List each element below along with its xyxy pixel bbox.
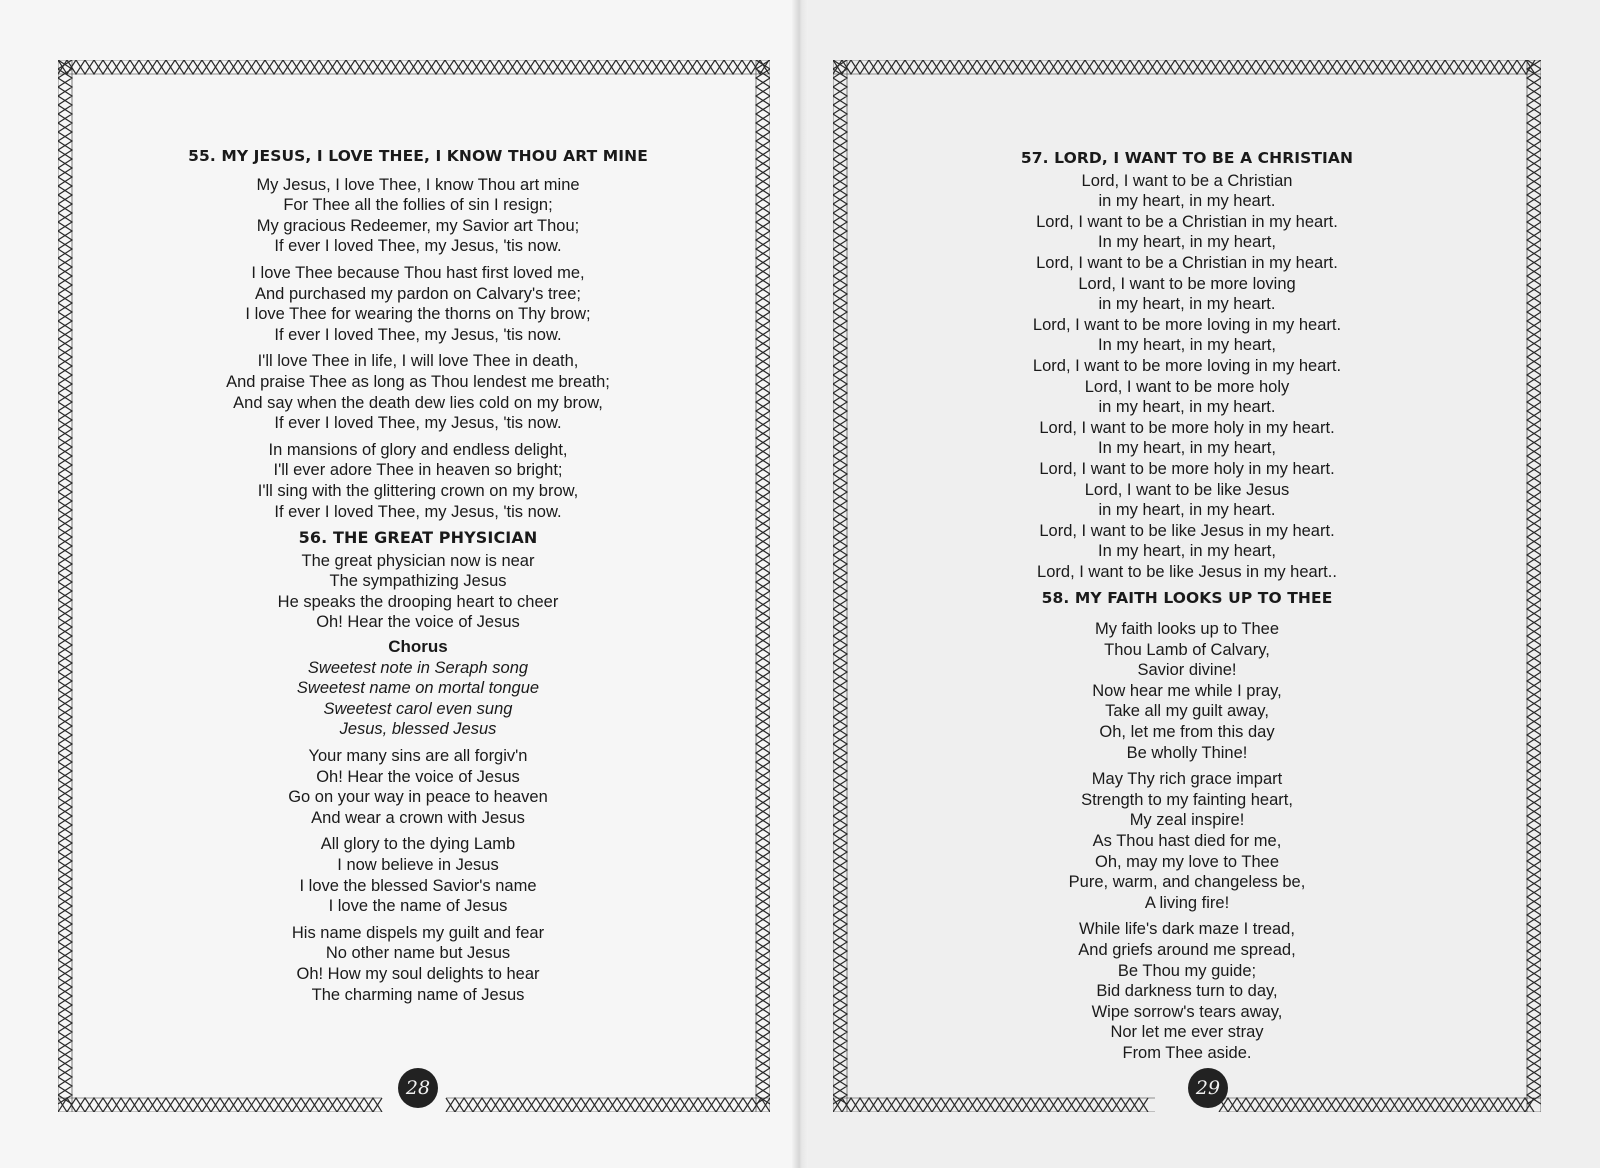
left-page-content [70,146,766,1011]
lyric-line: In my heart, in my heart, [1098,542,1276,561]
lyric-line: in my heart, in my heart. [1098,192,1276,211]
border-zigzag [1219,1098,1534,1112]
chorus-line: Sweetest note in Seraph song [307,658,529,677]
lyric-line: Lord, I want to be like Jesus [1084,480,1290,499]
lyric-line: Lord, I want to be more loving in my heart. [1032,315,1342,334]
lyric-line: All glory to the dying Lamb [320,835,516,854]
lyric-line: Be wholly Thine! [1126,743,1248,762]
lyric-line: If ever I loved Thee, my Jesus, 'tis now. [274,502,562,521]
hymn-56-verse-4 [70,923,766,1005]
chorus-line: Jesus, blessed Jesus [339,720,497,739]
border-zigzag [833,1098,1148,1112]
lyric-line: Bid darkness turn to day, [1096,982,1278,1001]
hymn-56-chorus [70,637,766,740]
lyric-line: Oh! Hear the voice of Jesus [316,767,520,786]
lyric-line: in my heart, in my heart. [1098,501,1276,520]
lyric-line: Strength to my fainting heart, [1081,790,1293,809]
hymn-58-title: 58. MY FAITH LOOKS UP TO THEE [1041,589,1333,608]
lyric-line: Lord, I want to be more loving in my heart. [1032,356,1342,375]
lyric-line: Nor let me ever stray [1110,1023,1264,1042]
lyric-line: May Thy rich grace impart [1091,770,1283,789]
lyric-line: Lord, I want to be more holy in my heart. [1039,418,1335,437]
lyric-line: The charming name of Jesus [311,985,525,1004]
lyric-line: For Thee all the follies of sin I resign; [283,196,553,215]
lyric-line: The sympathizing Jesus [329,572,507,591]
lyric-line: And purchased my pardon on Calvary's tree; [255,284,581,303]
lyric-line: I love the name of Jesus [328,897,508,916]
hymn-57-lyrics [838,171,1536,583]
hymn-55-title: 55. MY JESUS, I LOVE THEE, I KNOW THOU ART MINE [188,147,648,165]
border-zigzag [446,1098,770,1112]
hymn-56-verse-3 [70,834,766,916]
lyric-line: From Thee aside. [1122,1043,1252,1062]
chorus-line: Sweetest carol even sung [323,699,513,718]
lyric-line: Lord, I want to be like Jesus in my heart. [1039,521,1335,540]
lyric-line: Wipe sorrow's tears away, [1091,1002,1283,1021]
chorus-line: Sweetest name on mortal tongue [296,679,540,698]
lyric-line: Lord, I want to be more loving [1078,274,1296,293]
lyric-line: I love Thee for wearing the thorns on Thy brow; [245,305,591,324]
lyric-line: Lord, I want to be a Christian [1081,171,1293,190]
book-gutter [792,0,808,1168]
lyric-line: Take all my guilt away, [1105,702,1269,721]
lyric-line: Now hear me while I pray, [1092,681,1282,700]
lyric-line: Lord, I want to be more holy in my heart. [1039,459,1335,478]
right-page-content [838,148,1536,1070]
lyric-line: I love Thee because Thou hast first loved me, [251,263,585,282]
hymn-56-verse-1 [70,551,766,633]
lyric-line: He speaks the drooping heart to cheer [277,592,559,611]
lyric-line: Lord, I want to be more holy [1084,377,1290,396]
lyric-line: The great physician now is near [301,551,535,570]
hymn-57-title: 57. LORD, I WANT TO BE A CHRISTIAN [1020,149,1354,167]
lyric-line: I love the blessed Savior's name [299,876,537,895]
lyric-line: Be Thou my guide; [1117,961,1257,980]
border-zigzag [833,60,1535,74]
hymn-56-verse-2 [70,746,766,828]
lyric-line: My gracious Redeemer, my Savior art Thou; [256,216,580,235]
lyric-line: in my heart, in my heart. [1098,398,1276,417]
lyric-line: Oh, may my love to Thee [1094,852,1280,871]
lyric-line: If ever I loved Thee, my Jesus, 'tis now. [274,237,562,256]
lyric-line: Pure, warm, and changeless be, [1068,873,1306,892]
lyric-line: Lord, I want to be like Jesus in my heart.. [1037,562,1337,581]
lyric-line: Thou Lamb of Calvary, [1104,640,1270,659]
lyric-line: I now believe in Jesus [337,856,499,874]
lyric-line: Lord, I want to be a Christian in my heart. [1036,253,1338,272]
chorus-label: Chorus [388,637,448,657]
lyric-line: In my heart, in my heart, [1098,233,1276,252]
lyric-line: No other name but Jesus [325,944,511,963]
lyric-line: In mansions of glory and endless delight, [268,440,568,459]
lyric-line: My Jesus, I love Thee, I know Thou art mine [256,175,580,194]
lyric-line: And wear a crown with Jesus [311,808,525,827]
hymn-55-verse-3 [70,351,766,433]
border-zigzag [58,1098,382,1112]
lyric-line: Oh, let me from this day [1099,723,1275,742]
lyric-line: And praise Thee as long as Thou lendest me breath; [226,372,610,391]
lyric-line: Your many sins are all forgiv'n [308,747,528,766]
border-zigzag [446,1098,770,1112]
lyric-line: While life's dark maze I tread, [1079,920,1295,939]
hymn-55-verse-2 [70,263,766,345]
lyric-line: If ever I loved Thee, my Jesus, 'tis now. [274,414,562,433]
lyric-line: Go on your way in peace to heaven [288,788,548,807]
lyric-line: I'll love Thee in life, I will love Thee in death, [257,352,579,371]
page-number-left: 28 [398,1068,438,1108]
lyric-line: Oh! Hear the voice of Jesus [316,613,520,632]
lyric-line: Savior divine! [1137,661,1237,680]
lyric-line: In my heart, in my heart, [1098,336,1276,355]
hymn-55-verse-4 [70,440,766,522]
page-number-right: 29 [1188,1068,1228,1108]
lyric-line: I'll sing with the glittering crown on my brow, [257,481,579,500]
lyric-line: His name dispels my guilt and fear [291,923,545,942]
lyric-line: Lord, I want to be a Christian in my heart. [1036,212,1338,231]
lyric-line: A living fire! [1144,893,1230,912]
lyric-line: If ever I loved Thee, my Jesus, 'tis now. [274,325,562,344]
lyric-line: My zeal inspire! [1129,811,1245,830]
lyric-line: in my heart, in my heart. [1098,295,1276,314]
hymn-58-verse-3 [838,919,1536,1063]
hymn-58-verse-1 [838,619,1536,763]
lyric-line: Oh! How my soul delights to hear [296,964,540,983]
lyric-line: As Thou hast died for me, [1092,832,1282,850]
lyric-line: My faith looks up to Thee [1094,620,1280,639]
hymn-58-verse-2 [838,769,1536,913]
hymn-56-title: 56. THE GREAT PHYSICIAN [298,528,538,548]
lyric-line: I'll ever adore Thee in heaven so bright; [273,461,563,480]
lyric-line: And griefs around me spread, [1078,940,1296,959]
hymn-55-verse-1 [70,175,766,257]
border-zigzag [58,1098,382,1112]
lyric-line: And say when the death dew lies cold on my brow, [233,393,603,412]
lyric-line: In my heart, in my heart, [1098,439,1276,458]
border-zigzag [833,60,1535,74]
